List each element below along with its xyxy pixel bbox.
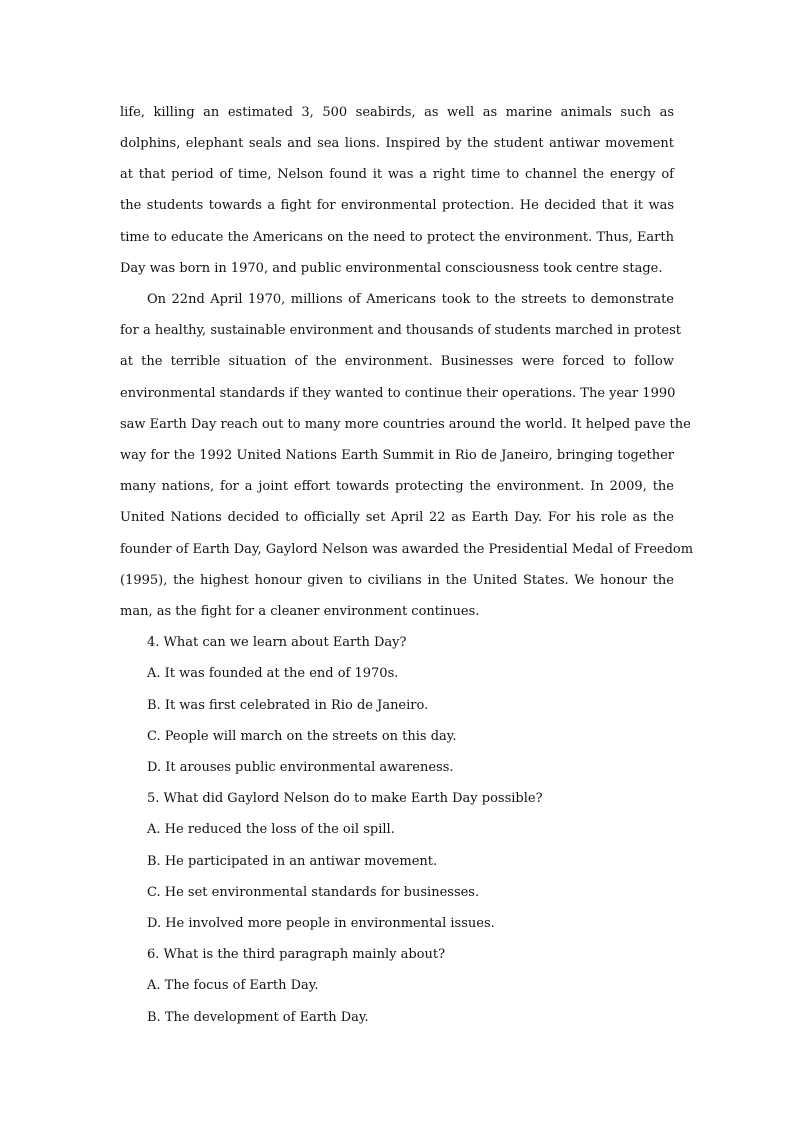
paragraph-line: United Nations decided to officially set April 22 as Earth Day. For his role as the	[120, 510, 674, 525]
paragraph-line: (1995), the highest honour given to civilians in the United States. We honour the	[120, 573, 674, 588]
paragraph-line: at that period of time, Nelson found it was a right time to channel the energy of	[120, 167, 674, 182]
option-a: A. He reduced the loss of the oil spill.	[147, 822, 395, 837]
paragraph-line: man, as the fight for a cleaner environment continues.	[120, 604, 480, 619]
paragraph-line: way for the 1992 United Nations Earth Summit in Rio de Janeiro, bringing together	[120, 448, 674, 463]
paragraph-line: at the terrible situation of the environment. Businesses were forced to follow	[120, 354, 674, 369]
paragraph-line: time to educate the Americans on the need to protect the environment. Thus, Earth	[120, 230, 674, 245]
option-b: B. He participated in an antiwar movement.	[147, 854, 438, 869]
paragraph-line: saw Earth Day reach out to many more countries around the world. It helped pave the	[120, 417, 691, 432]
paragraph-line: On 22nd April 1970, millions of Americans took to the streets to demonstrate	[147, 292, 674, 307]
option-c: C. He set environmental standards for businesses.	[147, 885, 480, 900]
option-b: B. The development of Earth Day.	[147, 1010, 369, 1025]
paragraph-line: environmental standards if they wanted to continue their operations. The year 1990	[120, 386, 676, 401]
option-d: D. He involved more people in environmental issues.	[147, 916, 495, 931]
question-stem: 5. What did Gaylord Nelson do to make Earth Day possible?	[147, 791, 543, 806]
paragraph-line: the students towards a fight for environmental protection. He decided that it was	[120, 198, 674, 213]
question-stem: 6. What is the third paragraph mainly about?	[147, 947, 446, 962]
paragraph-line: founder of Earth Day, Gaylord Nelson was awarded the Presidential Medal of Freedom	[120, 542, 694, 557]
paragraph-line: for a healthy, sustainable environment and thousands of students marched in protest	[120, 323, 682, 338]
option-a: A. The focus of Earth Day.	[147, 978, 319, 993]
paragraph-line: many nations, for a joint effort towards protecting the environment. In 2009, the	[120, 479, 674, 494]
paragraph-line: Day was born in 1970, and public environmental consciousness took centre stage.	[120, 261, 663, 276]
paragraph-line: life, killing an estimated 3, 500 seabirds, as well as marine animals such as	[120, 105, 674, 120]
option-b: B. It was first celebrated in Rio de Janeiro.	[147, 698, 429, 713]
option-c: C. People will march on the streets on this day.	[147, 729, 457, 744]
option-d: D. It arouses public environmental awareness.	[147, 760, 454, 775]
option-a: A. It was founded at the end of 1970s.	[147, 666, 399, 681]
paragraph-line: dolphins, elephant seals and sea lions. Inspired by the student antiwar movement	[120, 136, 674, 151]
question-stem: 4. What can we learn about Earth Day?	[147, 635, 407, 650]
